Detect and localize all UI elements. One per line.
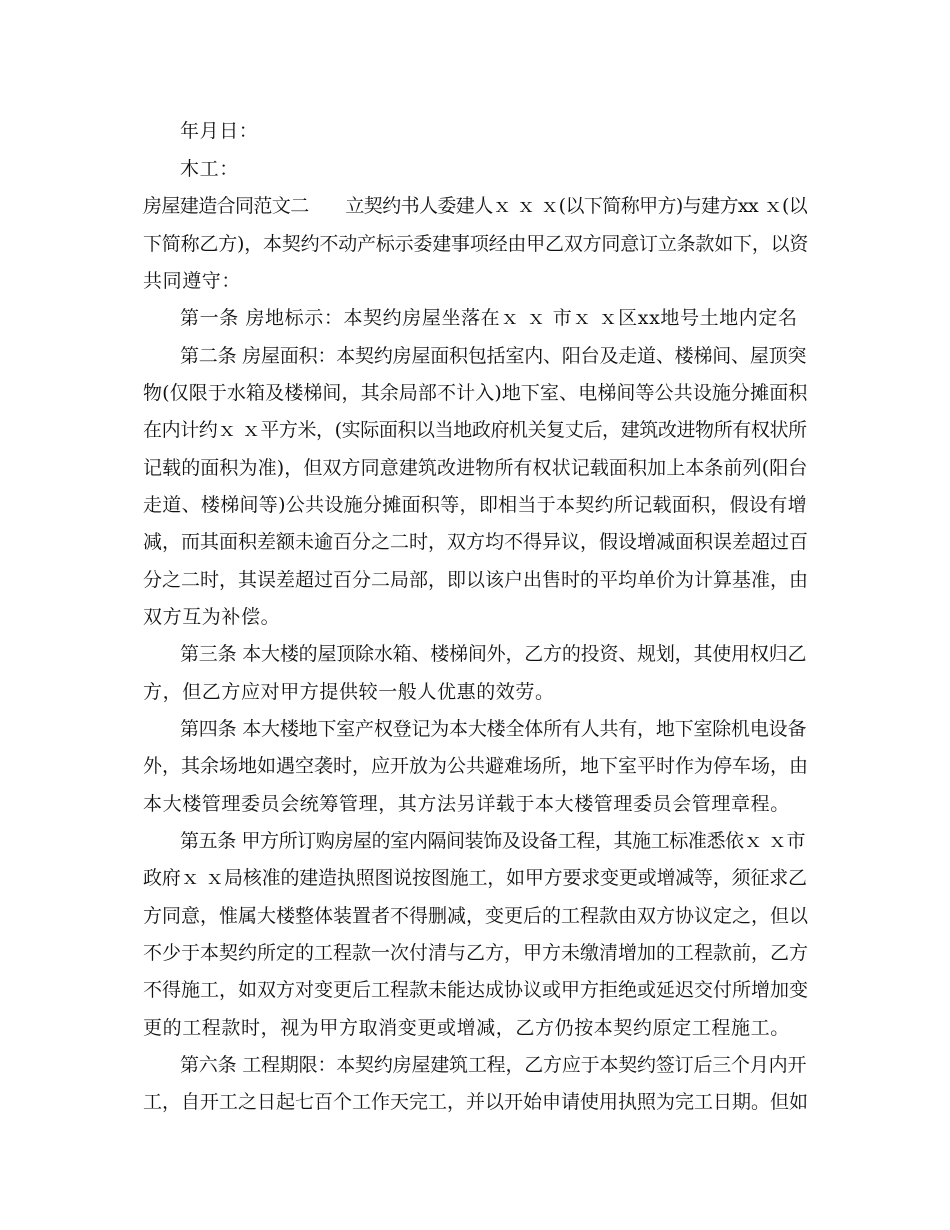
text-line: 记载的面积为准)，但双方同意建筑改进物所有权状记载面积加上本条前列(阳台: [143, 457, 808, 479]
text-line: 工，自开工之日起七百个工作天完工，并以开始申请使用执照为完工日期。但如: [143, 1091, 809, 1113]
text-line: 更的工程款时，视为甲方取消变更或增减，乙方仍按本契约原定工程施工。: [143, 1017, 790, 1039]
text-line: 物(仅限于水箱及楼梯间，其余局部不计入)地下室、电梯间等公共设施分摊面积: [143, 382, 808, 404]
text-line: 外，其余场地如遇空袭时，应开放为公共避难场所，地下室平时作为停车场，由: [143, 755, 809, 777]
article-6-line: 第六条 工程期限：本契约房屋建筑工程，乙方应于本契约签订后三个月内开: [180, 1054, 807, 1076]
text-line: 下简称乙方)，本契约不动产标示委建事项经由甲乙双方同意订立条款如下，以资: [143, 233, 809, 255]
article-3-line: 第三条 本大楼的屋顶除水箱、楼梯间外，乙方的投资、规划，其使用权归乙: [180, 643, 807, 665]
text-line: 不得施工，如双方对变更后工程款未能达成协议或甲方拒绝或延迟交付所增加变: [143, 979, 809, 1001]
article-5-line: 第五条 甲方所订购房屋的室内隔间装饰及设备工程，其施工标准悉依ｘ ｘ市: [180, 830, 806, 852]
text-line: 方同意，惟属大楼整体装置者不得删减，变更后的工程款由双方协议定之，但以: [143, 905, 809, 927]
text-line: 分之二时，其误差超过百分二局部，即以该户出售时的平均单价为计算基准，由: [143, 569, 809, 591]
text-line: 不少于本契约所定的工程款一次付清与乙方，甲方未缴清增加的工程款前，乙方: [143, 942, 809, 964]
article-1-line: 第一条 房地标示：本契约房屋坐落在ｘ ｘ 市ｘ ｘ区xx地号土地内定名: [180, 307, 798, 329]
text-line: 双方互为补偿。: [143, 606, 281, 628]
text-line: 方，但乙方应对甲方提供较一般人优惠的效劳。: [143, 681, 555, 703]
date-line: 年月日：: [180, 120, 259, 142]
carpenter-line: 木工：: [180, 158, 239, 180]
text-line: 政府ｘ ｘ局核准的建造执照图说按图施工，如甲方要求变更或增减等，须征求乙: [143, 867, 807, 889]
text-line: 在内计约ｘ ｘ平方米，(实际面积以当地政府机关复丈后，建筑改进物所有权状所: [143, 419, 807, 441]
contract-title-line: 房屋建造合同范文二 立契约书人委建人ｘ ｘ ｘ(以下简称甲方)与建方xx ｘ(以: [143, 195, 808, 217]
article-4-line: 第四条 本大楼地下室产权登记为本大楼全体所有人共有，地下室除机电设备: [180, 718, 807, 740]
text-line: 走道、楼梯间等)公共设施分摊面积等，即相当于本契约所记载面积，假设有增: [143, 494, 807, 516]
text-line: 本大楼管理委员会统筹管理，其方法另详载于本大楼管理委员会管理章程。: [143, 793, 790, 815]
article-2-line: 第二条 房屋面积：本契约房屋面积包括室内、阳台及走道、楼梯间、屋顶突: [180, 345, 807, 367]
text-line: 减，而其面积差额未逾百分之二时，双方均不得异议，假设增减面积误差超过百: [143, 531, 809, 553]
text-line: 共同遵守：: [143, 270, 242, 292]
